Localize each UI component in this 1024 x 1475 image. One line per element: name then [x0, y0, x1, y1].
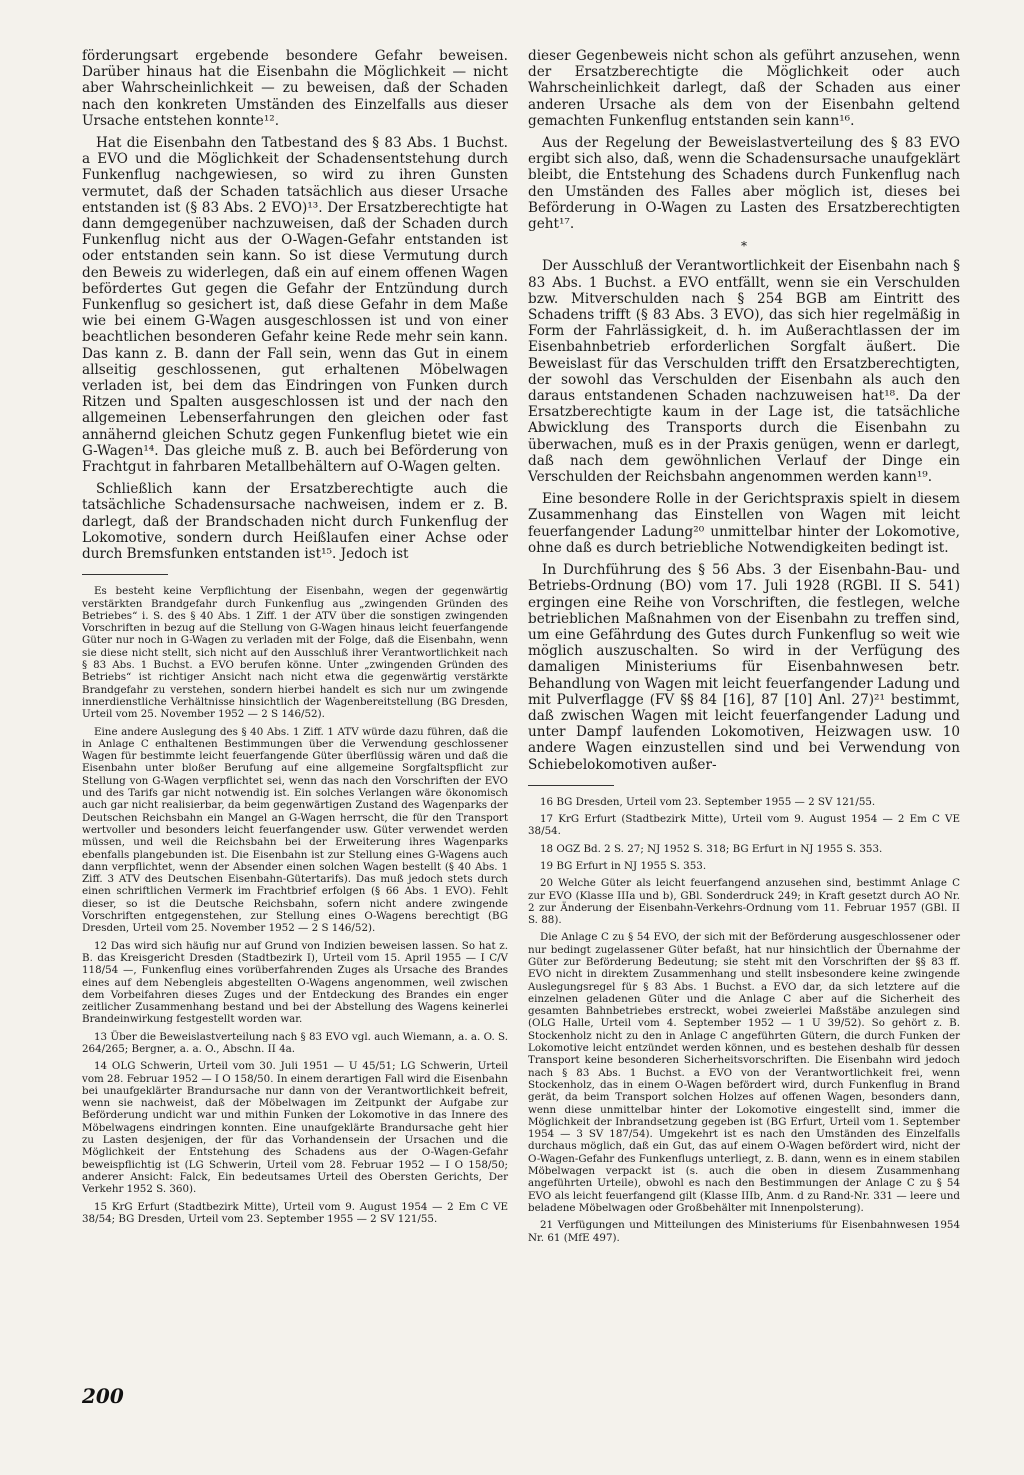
footnote-divider — [528, 785, 614, 786]
paragraph: Schließlich kann der Ersatzberechtigte auch die tatsächliche Schadensursache nachweisen, indem er z. B. darlegt, daß der Brandschaden nicht durch Funkenflug der Lokomotive, sondern durch Heißlaufen einer Achse oder durch Bremsfunken entstanden ist¹⁵. Jedoch ist — [82, 481, 508, 563]
footnote: 13 Über die Beweislastverteilung nach § 83 EVO vgl. auch Wiemann, a. a. O. S. 264/265; Bergner, a. a. O., Abschn. II 4a. — [82, 1030, 508, 1055]
paragraph: Hat die Eisenbahn den Tatbestand des § 83 Abs. 1 Buchst. a EVO und die Möglichkeit der Schadensentstehung durch Funkenflug nachgewiesen, so wird zu ihren Gunsten vermutet, daß der Schaden tatsächlich aus dieser Ursache entstanden ist (§ 83 Abs. 2 EVO)¹³. Der Ersatzberechtigte hat dann demgegenüber nachzuweisen, daß der Schaden durch Funkenflug nicht aus der O-Wagen-Gefahr entstanden ist oder entstanden sein kann. So ist diese Vermutung durch den Beweis zu widerlegen, daß ein auf einem offenen Wagen befördertes Gut gegen die Gefahr der Entzündung durch Funkenflug so gesichert ist, daß diese Gefahr in dem Maße wie bei einem G-Wagen ausgeschlossen ist und von einer beachtlichen besonderen Gefahr keine Rede mehr sein kann. Das kann z. B. dann der Fall sein, wenn das Gut in einem allseitig geschlossenen, gut erhaltenen Möbelwagen verladen ist, bei dem das Eindringen von Funken durch Ritzen und Spalten ausgeschlossen ist und der nach den allgemeinen Lebenserfahrungen den gleichen oder fast annähernd gleichen Schutz gegen Funkenflug bietet wie ein G-Wagen¹⁴. Das gleiche muß z. B. auch bei Beförderung von Frachtgut in fahrbaren Metallbehältern auf O-Wagen gelten. — [82, 135, 508, 476]
footnote: Eine andere Auslegung des § 40 Abs. 1 Ziff. 1 ATV würde dazu führen, daß die in Anlage C enthaltenen Bestimmungen über die Verwendung geschlossener Wagen für bestimmte leicht feuerfangende Güter überflüssig wären und daß die Eisenbahn unter bloßer Berufung auf eine allgemeine Sorgfaltspflicht zur Stellung von G-Wagen verpflichtet sei, wenn das nach den Vorschriften der EVO und des Tarifs gar nicht notwendig ist. Ein solches Verlangen wäre ökonomisch auch gar nicht realisierbar, da beim gegenwärtigen Zustand des Wagenparks der Deutschen Reichsbahn ein Mangel an G-Wagen herrscht, die für den Transport wertvoller und besonders leicht feuerfangender usw. Güter verwendet werden müssen, und weil die Reichsbahn bei der Erweiterung ihres Wagenparks ebenfalls plangebunden ist. Die Eisenbahn ist zur Stellung eines G-Wagens auch dann verpflichtet, wenn der Absender einen solchen Wagen bestellt (§ 40 Abs. 1 Ziff. 3 ATV des Deutschen Eisenbahn-Gütertarifs). Das muß jedoch stets durch einen schriftlichen Vermerk im Frachtbrief erfolgen (§ 66 Abs. 1 EVO). Fehlt dieser, so ist die Deutsche Reichsbahn, sofern nicht andere zwingende Vorschriften entgegenstehen, zur Stellung eines O-Wagens berechtigt (BG Dresden, Urteil vom 25. November 1952 — 2 S 146/52). — [82, 725, 508, 935]
footnote: 12 Das wird sich häufig nur auf Grund von Indizien beweisen lassen. So hat z. B. das Kreisgericht Dresden (Stadtbezirk I), Urteil vom 15. April 1955 — I C/V 118/54 —, Funkenflug eines vorüberfahrenden Zuges als Ursache des Brandes eines auf dem Nebengleis abgestellten O-Wagens angenommen, weil zwischen dem Vorbeifahren dieses Zuges und der Entdeckung des Brandes ein enger zeitlicher Zusammenhang bestand und bei der Abstellung des Wagens keinerlei Brandeinwirkung festgestellt worden war. — [82, 939, 508, 1026]
paragraph: förderungsart ergebende besondere Gefahr beweisen. Darüber hinaus hat die Eisenbahn die Möglichkeit — nicht aber Wahrscheinlichkeit — zu beweisen, daß der Schaden nach den konkreten Umständen des Einzelfalls aus dieser Ursache entstehen konnte¹². — [82, 48, 508, 129]
paragraph: Aus der Regelung der Beweislastverteilung des § 83 EVO ergibt sich also, daß, wenn die Schadensursache unaufgeklärt bleibt, die Entstehung des Schadens durch Funkenflug nach den Umständen des Falles aber möglich ist, dieses bei Beförderung in O-Wagen zu Lasten des Ersatzberechtigten geht¹⁷. — [528, 135, 960, 233]
footnote: 18 OGZ Bd. 2 S. 27; NJ 1952 S. 318; BG Erfurt in NJ 1955 S. 353. — [540, 842, 883, 855]
footnote: 21 Verfügungen und Mitteilungen des Ministeriums für Eisenbahnwesen 1954 Nr. 61 (MfE 497). — [528, 1219, 960, 1244]
footnote: Die Anlage C zu § 54 EVO, der sich mit der Beförderung ausgeschlossener oder nur bedingt zugelassener Güter befaßt, hat nur hinsichtlich der Übernahme der Güter zur Beförderung Bedeutung; sie steht mit den Vorschriften der §§ 83 ff. EVO nicht in direktem Zusammenhang und stellt insbesondere keine zwingende Auslegungsregel für § 83 Abs. 1 Buchst. a EVO dar, da sich letztere auf die einzelnen geladenen Güter und die Anlage C aber auf die Sicherheit des gesamten Bahnbetriebes erstreckt, wobei zweierlei Maßstäbe anzulegen sind (OLG Halle, Urteil vom 4. September 1952 — 1 U 39/52). So gehört z. B. Stockenholz nicht zu den in Anlage C angeführten Gütern, die durch Funken der Lokomotive leicht entzündet werden können, und es bestehen deshalb für dessen Transport keine besonderen Sicherheitsvorschriften. Die Eisenbahn wird jedoch nach § 83 Abs. 1 Buchst. a EVO von der Verantwortlichkeit frei, wenn Stockenholz, das in einem O-Wagen befördert wird, durch Funkenflug in Brand gerät, da beim Transport solchen Holzes auf offenen Wagen, besonders dann, wenn diese unmittelbar hinter der Lokomotive eingestellt sind, immer die Möglichkeit der Inbrandsetzung gegeben ist (BG Erfurt, Urteil vom 1. September 1954 — 3 SV 187/54). Umgekehrt ist es nach den Umständen des Einzelfalls durchaus möglich, daß ein Gut, das auf einem O-Wagen befördert wird, nicht der O-Wagen-Gefahr des Funkenflugs unterliegt, z. B. dann, wenn es in einem stabilen Möbelwagen verpackt ist (s. auch die oben in diesem Zusammenhang angeführten Urteile), obwohl es nach den Bestimmungen der Anlage C zu § 54 EVO als leicht feuerfangend gilt (Klasse IIIb, Anm. d zu Rand-Nr. 331 — leere und beladene Möbelwagen oder Großbehälter mit Innenpolsterung). — [528, 931, 960, 1214]
left-body-text — [82, 48, 508, 562]
paragraph: In Durchführung des § 56 Abs. 3 der Eisenbahn-Bau- und Betriebs-Ordnung (BO) vom 17. Juli 1928 (RGBl. II S. 541) ergingen eine Reihe von Vorschriften, die festlegen, welche betrieblichen Maßnahmen von der Eisenbahn zu treffen sind, um eine Gefährdung des Gutes durch Funkenflug so weit wie möglich auszuschalten. So wird in der Verfügung des damaligen Ministeriums für Eisenbahnwesen betr. Behandlung von Wagen mit leicht feuerfangender Ladung und mit Pulverflagge (FV §§ 84 [16], 87 [10] Anl. 27)²¹ bestimmt, daß zwischen Wagen mit leicht feuerfangender Ladung und unter Dampf laufenden Lokomotiven, Heizwagen usw. 10 andere Wagen einzustellen sind und bei Verwendung von Schiebelokomotiven außer- — [528, 562, 960, 773]
footnote: 17 KrG Erfurt (Stadtbezirk Mitte), Urteil vom 9. August 1954 — 2 Em C VE 38/54. — [528, 813, 960, 838]
footnote: 16 BG Dresden, Urteil vom 23. September 1955 — 2 SV 121/55. — [540, 795, 876, 808]
right-footnotes — [528, 796, 960, 1244]
left-column — [82, 48, 508, 1230]
left-footnotes — [82, 585, 508, 1225]
footnote: 20 Welche Güter als leicht feuerfangend anzusehen sind, bestimmt Anlage C zur EVO (Klasse IIIa und b), GBl. Sonderdruck 249; in Kraft gesetzt durch AO Nr. 2 zur Änderung der Eisenbahn-Verkehrs-Ordnung vom 11. Februar 1957 (GBl. II S. 88). — [528, 877, 960, 927]
page-number: 200 — [82, 1384, 124, 1408]
section-separator: * — [741, 239, 747, 254]
right-body-text — [528, 48, 960, 773]
paragraph: dieser Gegenbeweis nicht schon als geführt anzusehen, wenn der Ersatzberechtigte die Möglichkeit oder auch Wahrscheinlichkeit darlegt, daß der Schaden aus einer anderen Ursache als dem von der Eisenbahn geltend gemachten Funkenflug entstanden sein kann¹⁶. — [528, 48, 960, 129]
right-column — [528, 48, 960, 1249]
footnote: 14 OLG Schwerin, Urteil vom 30. Juli 1951 — U 45/51; LG Schwerin, Urteil vom 28. Februar 1952 — I O 158/50. In einem derartigen Fall wird die Eisenbahn bei unaufgeklärter Brandursache nur dann von der Verantwortlichkeit befreit, wenn sie nachweist, daß der Möbelwagen im Zeitpunkt der Aufgabe zur Beförderung undicht war und mithin Funken der Lokomotive in das Innere des Möbelwagens eindringen konnten. Eine unaufgeklärte Brandursache geht hier zu Lasten desjenigen, der für das Vorhandensein der Ursachen und die Möglichkeit der Entstehung des Schadens aus der O-Wagen-Gefahr beweispflichtig ist (LG Schwerin, Urteil vom 28. Februar 1952 — I O 158/50; anderer Ansicht: Falck, Ein bedeutsames Urteil des Obersten Gerichts, Der Verkehr 1952 S. 360). — [82, 1060, 508, 1196]
footnote: 15 KrG Erfurt (Stadtbezirk Mitte), Urteil vom 9. August 1954 — 2 Em C VE 38/54; BG Dresden, Urteil vom 23. September 1955 — 2 SV 121/55. — [82, 1200, 508, 1225]
footnote: 19 BG Erfurt in NJ 1955 S. 353. — [540, 859, 707, 872]
footnote: Es besteht keine Verpflichtung der Eisenbahn, wegen der gegenwärtig verstärkten Brandgefahr durch Funkenflug aus „zwingenden Gründen des Betriebes“ i. S. des § 40 Abs. 1 Ziff. 1 der ATV über die sonstigen zwingenden Vorschriften in bezug auf die Stellung von G-Wagen hinaus leicht feuerfangende Güter nur noch in G-Wagen zu verladen mit der Folge, daß die Eisenbahn, wenn sie diese nicht stellt, sich nicht auf den Ausschluß ihrer Verantwortlichkeit nach § 83 Abs. 1 Buchst. a EVO berufen könne. Unter „zwingenden Gründen des Betriebs“ ist richtiger Ansicht nach nicht etwa die gegenwärtig verstärkte Brandgefahr zu verstehen, sondern hierbei handelt es sich nur um zwingende innerdienstliche Verhältnisse hinsichtlich der Wagenbereitstellung (BG Dresden, Urteil vom 25. November 1952 — 2 S 146/52). — [82, 585, 508, 721]
paragraph: Der Ausschluß der Verantwortlichkeit der Eisenbahn nach § 83 Abs. 1 Buchst. a EVO entfällt, wenn sie ein Verschulden bzw. Mitverschulden nach § 254 BGB am Eintritt des Schadens trifft (§ 83 Abs. 3 EVO), das sich hier regelmäßig in Form der Fahrlässigkeit, d. h. im Außerachtlassen der im Eisenbahnbetrieb erforderlichen Sorgfalt äußert. Die Beweislast für das Verschulden trifft den Ersatzberechtigten, der sowohl das Verschulden der Eisenbahn als auch den daraus entstandenen Schaden nachzuweisen hat¹⁸. Da der Ersatzberechtigte kaum in der Lage ist, die tatsächliche Abwicklung des Transports durch die Eisenbahn zu überwachen, muß es in der Praxis genügen, wenn er darlegt, daß nach dem gewöhnlichen Verlauf der Dinge ein Verschulden der Reichsbahn angenommen werden kann¹⁹. — [528, 258, 960, 486]
paragraph: Eine besondere Rolle in der Gerichtspraxis spielt in diesem Zusammenhang das Einstellen von Wagen mit leicht feuerfangender Ladung²⁰ unmittelbar hinter der Lokomotive, ohne daß es durch betriebliche Notwendigkeiten bedingt ist. — [528, 491, 960, 556]
footnote-divider — [82, 574, 168, 575]
